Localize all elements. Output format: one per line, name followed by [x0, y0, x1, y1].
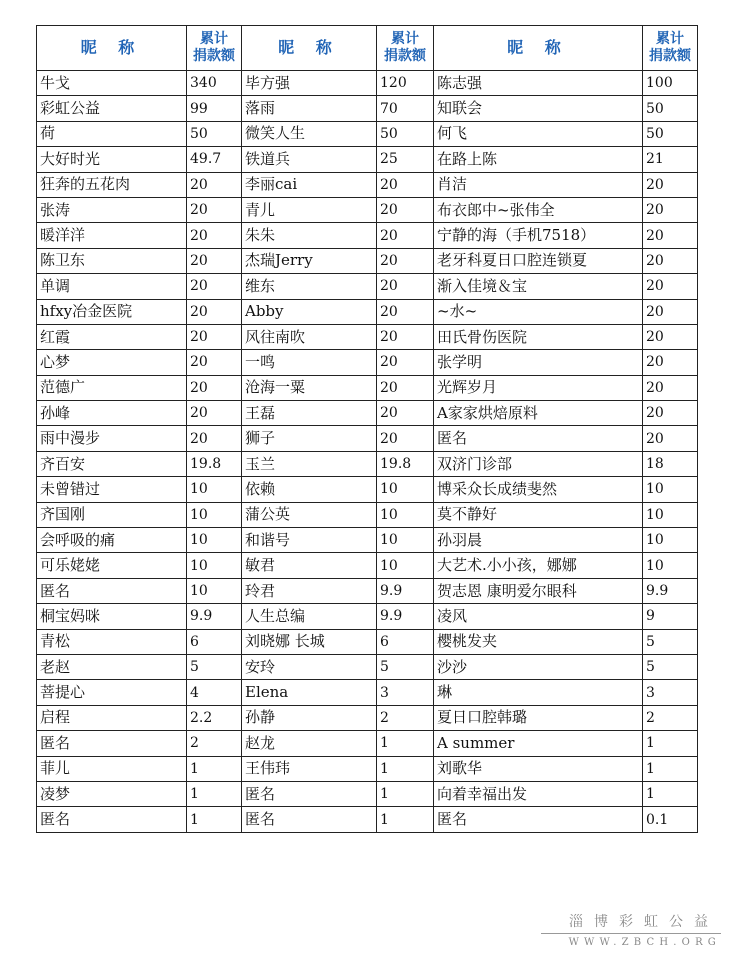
donation-amount-cell: 20 [377, 172, 434, 197]
donor-name-cell: 微笑人生 [242, 121, 377, 146]
donor-name-cell: 匿名 [434, 807, 643, 832]
table-row [37, 477, 698, 502]
donation-amount-cell: 120 [377, 71, 434, 96]
table-row [37, 71, 698, 96]
table-row [37, 197, 698, 222]
donor-name-cell: 朱朱 [242, 223, 377, 248]
donation-amount-cell: 20 [187, 426, 242, 451]
donor-name-cell: 匿名 [242, 781, 377, 806]
donor-name-cell: 莫不静好 [434, 502, 643, 527]
donation-amount-cell: 10 [187, 477, 242, 502]
donation-amount-cell: 340 [187, 71, 242, 96]
donor-name-cell: 齐国刚 [37, 502, 187, 527]
donation-amount-cell: 1 [377, 731, 434, 756]
donor-name-cell: 青松 [37, 629, 187, 654]
amount-header-3: 累计 捐款额 [643, 26, 698, 71]
donation-amount-cell: 20 [377, 299, 434, 324]
donor-name-cell: 博采众长成绩斐然 [434, 477, 643, 502]
donor-name-cell: 沙沙 [434, 654, 643, 679]
donation-amount-cell: 9.9 [643, 578, 698, 603]
donor-name-cell: 和谐号 [242, 528, 377, 553]
donation-amount-cell: 18 [643, 451, 698, 476]
donor-name-cell: 可乐姥姥 [37, 553, 187, 578]
donation-amount-cell: 10 [377, 553, 434, 578]
table-row [37, 731, 698, 756]
donation-amount-cell: 10 [187, 502, 242, 527]
donation-amount-cell: 2 [377, 705, 434, 730]
table-row [37, 705, 698, 730]
donor-table [36, 25, 698, 833]
donation-amount-cell: 20 [377, 401, 434, 426]
donor-name-cell: 何飞 [434, 121, 643, 146]
name-header-1: 昵 称 [37, 26, 187, 71]
donation-amount-cell: 99 [187, 96, 242, 121]
donation-amount-cell: 20 [187, 299, 242, 324]
donor-name-cell: 田氏骨伤医院 [434, 324, 643, 349]
donor-name-cell: 知联会 [434, 96, 643, 121]
donation-amount-cell: 1 [187, 807, 242, 832]
table-row [37, 375, 698, 400]
donation-amount-cell: 20 [377, 197, 434, 222]
donation-amount-cell: 9.9 [377, 578, 434, 603]
donor-name-cell: 陈卫东 [37, 248, 187, 273]
donor-name-cell: 杰瑞Jerry [242, 248, 377, 273]
donation-amount-cell: 1 [643, 756, 698, 781]
donation-amount-cell: 1 [643, 731, 698, 756]
donor-name-cell: 匿名 [37, 731, 187, 756]
donation-amount-cell: 1 [377, 781, 434, 806]
donor-name-cell: ~水~ [434, 299, 643, 324]
donation-amount-cell: 50 [187, 121, 242, 146]
donation-amount-cell: 1 [187, 756, 242, 781]
donation-amount-cell: 50 [643, 121, 698, 146]
table-row [37, 350, 698, 375]
donation-amount-cell: 1 [377, 756, 434, 781]
donor-name-cell: 宁静的海（手机7518） [434, 223, 643, 248]
donation-amount-cell: 5 [187, 654, 242, 679]
donation-amount-cell: 19.8 [187, 451, 242, 476]
donation-amount-cell: 10 [643, 553, 698, 578]
donor-name-cell: 安玲 [242, 654, 377, 679]
table-row [37, 604, 698, 629]
donation-amount-cell: 20 [377, 426, 434, 451]
donor-name-cell: 玲君 [242, 578, 377, 603]
donor-name-cell: 老赵 [37, 654, 187, 679]
name-header-2: 昵 称 [242, 26, 377, 71]
donation-amount-cell: 10 [377, 477, 434, 502]
donor-name-cell: 落雨 [242, 96, 377, 121]
donation-amount-cell: 3 [377, 680, 434, 705]
donor-name-cell: hfxy冶金医院 [37, 299, 187, 324]
table-row [37, 553, 698, 578]
table-row [37, 756, 698, 781]
table-row [37, 629, 698, 654]
donor-name-cell: 荷 [37, 121, 187, 146]
donor-name-cell: A summer [434, 731, 643, 756]
watermark-url: WWW.ZBCH.ORG [568, 937, 721, 948]
donor-name-cell: Abby [242, 299, 377, 324]
donation-amount-cell: 21 [643, 147, 698, 172]
watermark-divider [541, 933, 721, 934]
donor-name-cell: 渐入佳境＆宝 [434, 274, 643, 299]
donation-amount-cell: 25 [377, 147, 434, 172]
donation-amount-cell: 20 [377, 274, 434, 299]
donor-name-cell: 孙羽晨 [434, 528, 643, 553]
donor-name-cell: 心梦 [37, 350, 187, 375]
donor-name-cell: 樱桃发夹 [434, 629, 643, 654]
donor-name-cell: 一鸣 [242, 350, 377, 375]
table-row [37, 172, 698, 197]
donation-amount-cell: 10 [187, 578, 242, 603]
donor-name-cell: 张涛 [37, 197, 187, 222]
donation-amount-cell: 9 [643, 604, 698, 629]
donation-amount-cell: 5 [643, 629, 698, 654]
donation-amount-cell: 6 [377, 629, 434, 654]
table-row [37, 96, 698, 121]
donor-name-cell: 沧海一粟 [242, 375, 377, 400]
donation-amount-cell: 20 [643, 324, 698, 349]
donation-amount-cell: 20 [643, 401, 698, 426]
donation-amount-cell: 20 [643, 299, 698, 324]
donation-amount-cell: 20 [643, 172, 698, 197]
donor-name-cell: 菲儿 [37, 756, 187, 781]
donation-amount-cell: 9.9 [377, 604, 434, 629]
donor-name-cell: 狂奔的五花肉 [37, 172, 187, 197]
donor-name-cell: 张学明 [434, 350, 643, 375]
donation-amount-cell: 20 [187, 324, 242, 349]
donation-amount-cell: 20 [377, 350, 434, 375]
donation-amount-cell: 10 [643, 502, 698, 527]
donor-name-cell: 风往南吹 [242, 324, 377, 349]
donor-name-cell: 匿名 [434, 426, 643, 451]
donor-name-cell: 彩虹公益 [37, 96, 187, 121]
donation-amount-cell: 20 [643, 375, 698, 400]
donation-amount-cell: 10 [377, 502, 434, 527]
donor-name-cell: 会呼吸的痛 [37, 528, 187, 553]
table-row [37, 299, 698, 324]
donor-name-cell: 匿名 [37, 578, 187, 603]
donor-name-cell: 毕方强 [242, 71, 377, 96]
donation-amount-cell: 20 [643, 248, 698, 273]
donor-name-cell: 大艺术.小小孩，娜娜 [434, 553, 643, 578]
donor-name-cell: 红霞 [37, 324, 187, 349]
donation-amount-cell: 20 [187, 223, 242, 248]
donation-amount-cell: 1 [377, 807, 434, 832]
donor-name-cell: 依赖 [242, 477, 377, 502]
donation-amount-cell: 4 [187, 680, 242, 705]
table-row [37, 680, 698, 705]
donor-name-cell: 双济门诊部 [434, 451, 643, 476]
donation-amount-cell: 20 [187, 401, 242, 426]
table-row [37, 121, 698, 146]
donation-amount-cell: 49.7 [187, 147, 242, 172]
donation-amount-cell: 20 [377, 375, 434, 400]
donation-amount-cell: 20 [187, 350, 242, 375]
table-row [37, 654, 698, 679]
donor-name-cell: 刘歌华 [434, 756, 643, 781]
table-row [37, 528, 698, 553]
table-row [37, 781, 698, 806]
donor-name-cell: 齐百安 [37, 451, 187, 476]
donor-name-cell: 雨中漫步 [37, 426, 187, 451]
table-row [37, 274, 698, 299]
donor-name-cell: Elena [242, 680, 377, 705]
table-row [37, 324, 698, 349]
donation-amount-cell: 50 [643, 96, 698, 121]
donor-name-cell: 维东 [242, 274, 377, 299]
donor-name-cell: 在路上陈 [434, 147, 643, 172]
donor-name-cell: 大好时光 [37, 147, 187, 172]
donor-name-cell: 孙静 [242, 705, 377, 730]
donation-amount-cell: 100 [643, 71, 698, 96]
donation-amount-cell: 1 [643, 781, 698, 806]
donor-name-cell: 铁道兵 [242, 147, 377, 172]
donor-name-cell: 肖洁 [434, 172, 643, 197]
donor-name-cell: 孙峰 [37, 401, 187, 426]
table-row [37, 401, 698, 426]
table-row [37, 426, 698, 451]
donor-name-cell: 贺志恩 康明爱尔眼科 [434, 578, 643, 603]
donor-name-cell: 青儿 [242, 197, 377, 222]
donor-name-cell: 牛戈 [37, 71, 187, 96]
donation-amount-cell: 3 [643, 680, 698, 705]
donation-amount-cell: 20 [377, 223, 434, 248]
donor-name-cell: 老牙科夏日口腔连锁夏 [434, 248, 643, 273]
header-row [37, 26, 698, 71]
donation-amount-cell: 10 [187, 553, 242, 578]
donor-name-cell: 刘晓娜 长城 [242, 629, 377, 654]
donation-amount-cell: 2.2 [187, 705, 242, 730]
name-header-3: 昵 称 [434, 26, 643, 71]
donor-name-cell: 蒲公英 [242, 502, 377, 527]
donation-amount-cell: 9.9 [187, 604, 242, 629]
table-row [37, 578, 698, 603]
donation-amount-cell: 20 [643, 223, 698, 248]
table-row [37, 147, 698, 172]
table-row [37, 451, 698, 476]
donation-amount-cell: 20 [643, 350, 698, 375]
donation-amount-cell: 20 [643, 274, 698, 299]
table-row [37, 807, 698, 832]
donation-amount-cell: 10 [643, 528, 698, 553]
donor-name-cell: 光辉岁月 [434, 375, 643, 400]
donation-amount-cell: 5 [643, 654, 698, 679]
donation-amount-cell: 10 [187, 528, 242, 553]
donation-amount-cell: 19.8 [377, 451, 434, 476]
donation-amount-cell: 10 [643, 477, 698, 502]
donation-amount-cell: 20 [187, 248, 242, 273]
donation-amount-cell: 20 [643, 426, 698, 451]
donor-name-cell: 凌梦 [37, 781, 187, 806]
table-body [37, 71, 698, 833]
table-row [37, 223, 698, 248]
donor-name-cell: 夏日口腔韩璐 [434, 705, 643, 730]
donor-name-cell: A家家烘焙原料 [434, 401, 643, 426]
donation-amount-cell: 20 [187, 197, 242, 222]
donor-name-cell: 未曾错过 [37, 477, 187, 502]
donation-amount-cell: 20 [643, 197, 698, 222]
donation-amount-cell: 2 [643, 705, 698, 730]
table-row [37, 248, 698, 273]
amount-header-2: 累计 捐款额 [377, 26, 434, 71]
donor-name-cell: 桐宝妈咪 [37, 604, 187, 629]
donation-amount-cell: 50 [377, 121, 434, 146]
donor-name-cell: 玉兰 [242, 451, 377, 476]
donation-amount-cell: 20 [187, 375, 242, 400]
table-row [37, 502, 698, 527]
donor-name-cell: 陈志强 [434, 71, 643, 96]
donation-amount-cell: 0.1 [643, 807, 698, 832]
donation-amount-cell: 20 [377, 248, 434, 273]
watermark [541, 911, 721, 948]
donation-amount-cell: 20 [377, 324, 434, 349]
donor-name-cell: 单调 [37, 274, 187, 299]
donor-name-cell: 凌风 [434, 604, 643, 629]
donation-amount-cell: 2 [187, 731, 242, 756]
donor-name-cell: 李丽cai [242, 172, 377, 197]
donor-name-cell: 琳 [434, 680, 643, 705]
donation-amount-cell: 6 [187, 629, 242, 654]
donation-amount-cell: 20 [187, 172, 242, 197]
donor-name-cell: 布衣郎中~张伟全 [434, 197, 643, 222]
donor-name-cell: 启程 [37, 705, 187, 730]
donor-name-cell: 菩提心 [37, 680, 187, 705]
donor-name-cell: 匿名 [37, 807, 187, 832]
donor-name-cell: 人生总编 [242, 604, 377, 629]
donor-name-cell: 赵龙 [242, 731, 377, 756]
donation-amount-cell: 70 [377, 96, 434, 121]
donation-amount-cell: 20 [187, 274, 242, 299]
donor-name-cell: 暖洋洋 [37, 223, 187, 248]
donor-name-cell: 王伟玮 [242, 756, 377, 781]
donor-name-cell: 范德广 [37, 375, 187, 400]
donation-amount-cell: 10 [377, 528, 434, 553]
donor-name-cell: 狮子 [242, 426, 377, 451]
watermark-title: 淄博彩虹公益 [569, 914, 719, 930]
donor-name-cell: 王磊 [242, 401, 377, 426]
donation-amount-cell: 5 [377, 654, 434, 679]
donor-name-cell: 匿名 [242, 807, 377, 832]
donor-name-cell: 向着幸福出发 [434, 781, 643, 806]
amount-header-1: 累计 捐款额 [187, 26, 242, 71]
donation-amount-cell: 1 [187, 781, 242, 806]
donor-name-cell: 敏君 [242, 553, 377, 578]
